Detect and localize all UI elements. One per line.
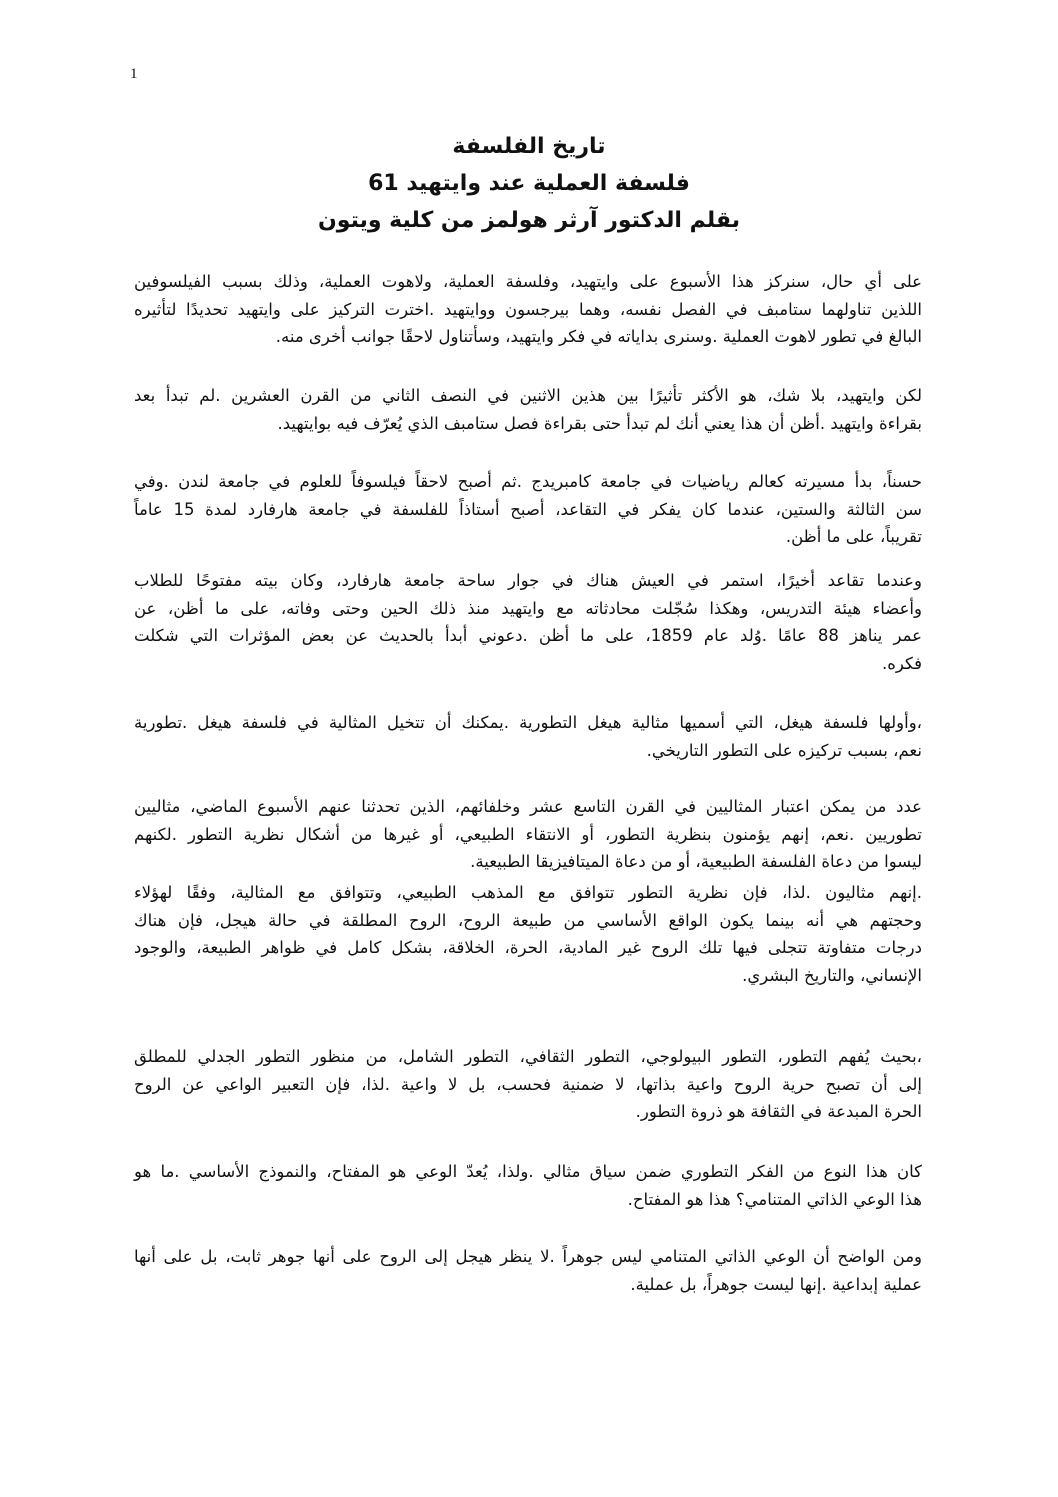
paragraph-line: عمر يناهز 88 عامًا .وُلد عام 1859، على ما أظن .دعوني أبدأ بالحديث عن بعض المؤثرات التي شكلت (134, 626, 922, 645)
paragraph-line: نعم، بسبب تركيزه على التطور التاريخي. (646, 740, 922, 760)
paragraph-line: وأعضاء هيئة التدريس، وهكذا سُجّلت محادثاته مع وايتهيد منذ ذلك الحين وحتى وفاته، على ما أظن، عن (134, 598, 922, 618)
paragraph (134, 709, 922, 764)
paragraph-line: وعندما تقاعد أخيرًا، استمر في العيش هناك في جوار ساحة جامعة هارفارد، وكان بيته مفتوحًا للطلاب (134, 571, 922, 590)
paragraph-line: درجات متفاوتة تتجلى فيها تلك الروح غير المادية، الحرة، الخلاقة، بشكل كامل في ظواهر الطبيعة، والوجود (134, 938, 922, 957)
paragraph (134, 1243, 922, 1298)
document-title-block (0, 128, 1058, 239)
paragraph (134, 382, 922, 437)
title-lecture: فلسفة العملية عند وايتهيد 61 (368, 171, 690, 196)
paragraph (134, 567, 922, 677)
paragraph (134, 1043, 922, 1126)
paragraph-line: تقريباً، على ما أظن. (785, 527, 922, 546)
paragraph-line: سن الثالثة والستين، عندما كان يفكر في التقاعد، أصبح أستاذاً للفلسفة في جامعة هارفارد لمدة 15 عاماً (134, 499, 923, 519)
paragraph-line: الحرة المبدعة في الثقافة هو ذروة التطور. (635, 1102, 922, 1121)
paragraph-line: وحجتهم هي أنه بينما يكون الواقع الأساسي من طبيعة الروح، الروح المطلقة في حالة هيجل، فإن هناك (134, 910, 922, 930)
paragraph-line: عملية إبداعية .إنها ليست جوهراً، بل عملية. (630, 1274, 922, 1294)
page-number: 1 (130, 66, 138, 82)
paragraph-line: كان هذا النوع من الفكر التطوري ضمن سياق مثالي .ولذا، يُعدّ الوعي هو المفتاح، والنموذج الأساسي .ما هو (134, 1162, 922, 1181)
paragraph-line: ليسوا من دعاة الفلسفة الطبيعية، أو من دعاة الميتافيزيقا الطبيعية. (470, 852, 922, 871)
paragraph-line: الإنساني، والتاريخ البشري. (742, 965, 922, 985)
paragraph-line: ومن الواضح أن الوعي الذاتي المتنامي ليس جوهراً .لا ينظر هيجل إلى الروح على أنها جوهر ثابت، بل على أنها (134, 1247, 922, 1266)
paragraph-line: اللذين تناولهما ستامبف في الفصل نفسه، وهما بيرجسون ووايتهيد .اخترت التركيز على وايتهيد تحديدًا لتأثيره (134, 299, 922, 319)
paragraph-line: لكن وايتهيد، بلا شك، هو الأكثر تأثيرًا بين هذين الاثنين في النصف الثاني من القرن العشرين .لم تبدأ بعد (134, 386, 922, 405)
paragraph (134, 468, 922, 551)
title-main: تاريخ الفلسفة (452, 134, 606, 159)
paragraph-line: عدد من يمكن اعتبار المثاليين في القرن التاسع عشر وخلفائهم، الذين تحدثنا عنهم الأسبوع الماضي، مثاليين (134, 797, 922, 816)
title-author: بقلم الدكتور آرثر هولمز من كلية ويتون (318, 208, 740, 233)
paragraph-line: البالغ في تطور لاهوت العملية .وسنرى بداياته في فكر وايتهيد، وسأتناول لاحقًا جوانب أخرى منه. (275, 327, 922, 346)
paragraph (134, 879, 922, 989)
paragraph-line: .إنهم مثاليون .لذا، فإن نظرية التطور تتوافق مع المذهب الطبيعي، وتتوافق مع المثالية، وفقًا لهؤلاء (134, 883, 922, 902)
paragraph-line: إلى أن تصبح حرية الروح واعية بذاتها، لا ضمنية فحسب، بل لا واعية .لذا، فإن التعبير الواعي عن الروح (134, 1074, 922, 1094)
paragraph-line: ،بحيث يُفهم التطور، التطور البيولوجي، التطور الثقافي، التطور الشامل، من منظور التطور الجدلي للمطلق (134, 1047, 922, 1066)
paragraph-line: حسناً، بدأ مسيرته كعالم رياضيات في جامعة كامبريدج .ثم أصبح لاحقاً فيلسوفاً للعلوم في جامعة لندن .وفي (134, 472, 922, 491)
paragraph-line: بقراءة وايتهيد .أظن أن هذا يعني أنك لم تبدأ حتى بقراءة فصل ستامبف الذي يُعرّف فيه بوايتهيد. (277, 413, 922, 433)
paragraph-line: فكره. (882, 653, 922, 673)
paragraph (134, 793, 922, 876)
paragraph (134, 1158, 922, 1213)
paragraph-line: على أي حال، سنركز هذا الأسبوع على وايتهيد، وفلسفة العملية، ولاهوت العملية، وذلك بسبب الفيلسوفين (134, 272, 922, 291)
paragraph-line: ،وأولها فلسفة هيغل، التي أسميها مثالية هيغل التطورية .يمكنك أن تتخيل المثالية في فلسفة هيغل .تطورية (134, 713, 922, 732)
paragraph-line: تطوريين .نعم، إنهم يؤمنون بنظرية التطور، أو الانتقاء الطبيعي، أو غيرها من أشكال نظرية التطور .لكنهم (134, 824, 922, 844)
paragraph (134, 268, 922, 351)
paragraph-line: هذا الوعي الذاتي المتنامي؟ هذا هو المفتاح. (627, 1189, 922, 1209)
